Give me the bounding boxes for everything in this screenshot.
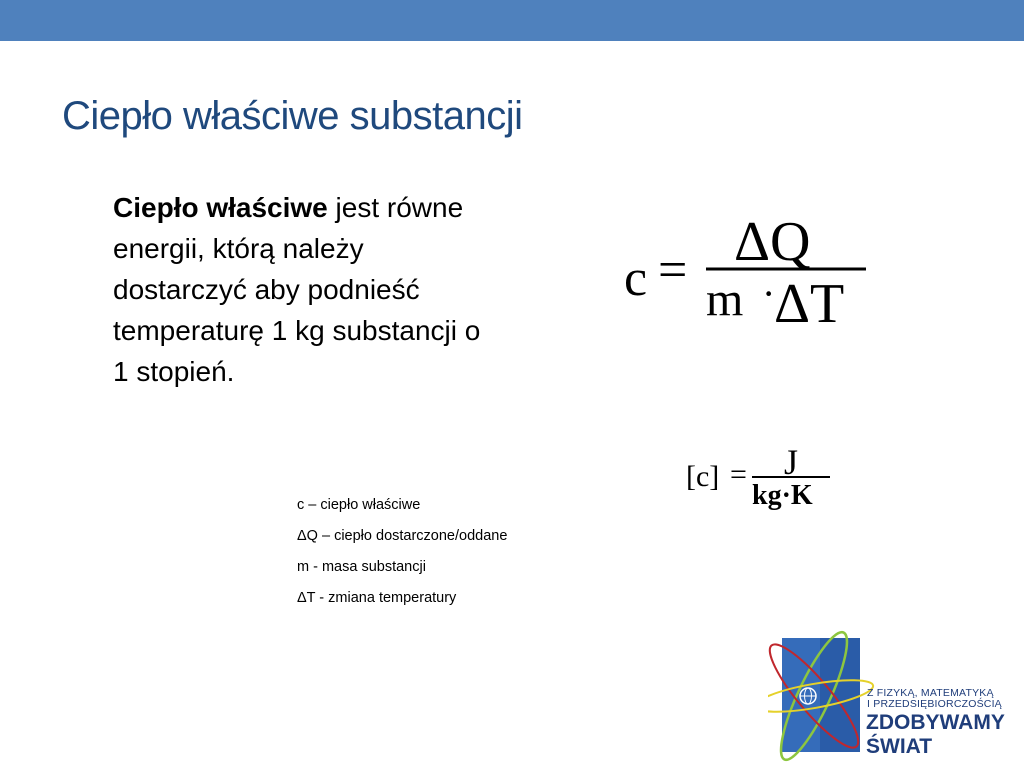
formula-equals: = (658, 242, 688, 299)
logo-line-4: ŚWIAT (866, 735, 933, 758)
logo-line-1: Z FIZYKĄ, MATEMATYKĄ (867, 687, 994, 699)
unit-denominator: kg·K (752, 480, 813, 511)
formula-lhs: c (624, 250, 648, 307)
unit-numerator: J (784, 442, 799, 482)
definition-body: jest równe energii, którą należy dostarczyć aby podnieść temperaturę 1 kg substancji o 1 stopień. (113, 192, 481, 387)
formula-denominator-delta-t: ΔT (774, 273, 845, 335)
legend-item: ΔT - zmiana temperatury (297, 590, 457, 606)
slide-title: Ciepło właściwe substancji (62, 94, 523, 138)
logo-title (866, 711, 1005, 759)
top-accent-bar (0, 0, 1024, 41)
formula-denominator-dot: · (762, 271, 776, 316)
logo-subtitle (867, 688, 1002, 710)
symbol-legend (297, 494, 507, 618)
formula-denominator-mass: m (706, 273, 744, 326)
unit-lhs: [c] (686, 460, 720, 493)
definition-term: Ciepło właściwe (113, 192, 328, 223)
legend-item: m - masa substancji (297, 559, 426, 575)
logo-blue-panel-shade (782, 638, 820, 752)
unit-equals: = (730, 458, 747, 491)
formula-numerator: ΔQ (734, 211, 811, 273)
definition-text (113, 187, 483, 392)
specific-heat-unit-formula (686, 440, 836, 512)
legend-item: ΔQ – ciepło dostarczone/oddane (297, 528, 508, 544)
logo-line-2: I PRZEDSIĘBIORCZOŚCIĄ (867, 698, 1002, 710)
logo-line-3: ZDOBYWAMY (866, 711, 1005, 734)
legend-item: c – ciepło właściwe (297, 497, 421, 513)
specific-heat-formula (622, 205, 872, 335)
